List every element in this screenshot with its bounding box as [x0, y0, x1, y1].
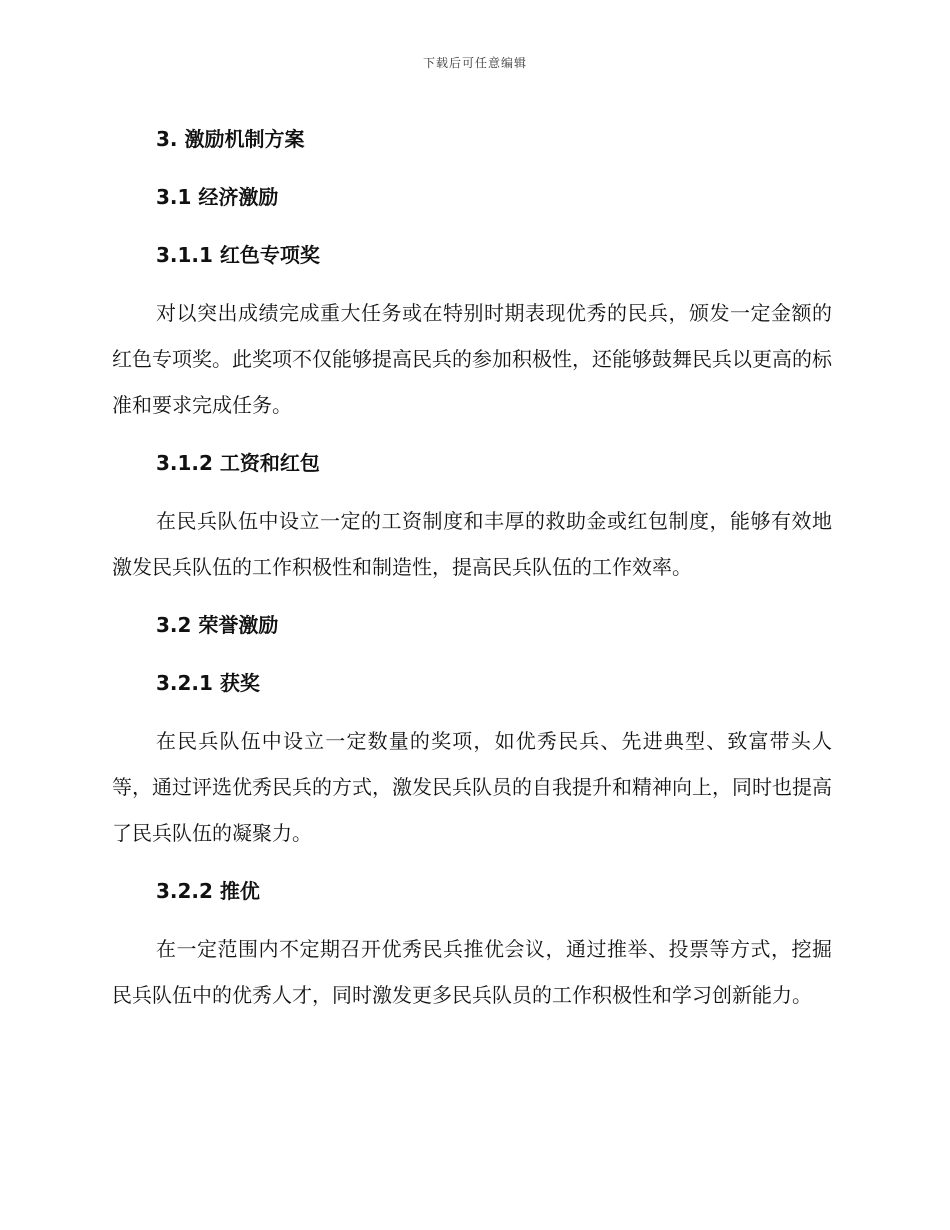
section-heading-3-2-2: 3.2.2 推优 — [156, 879, 260, 903]
paragraph-3-1-2: 在民兵队伍中设立一定的工资制度和丰厚的救助金或红包制度，能够有效地激发民兵队伍的工作积极性和制造性，提高民兵队伍的工作效率。 — [112, 509, 832, 579]
paragraph-3-1-1: 对以突出成绩完成重大任务或在特别时期表现优秀的民兵，颁发一定金额的红色专项奖。此奖项不仅能够提高民兵的参加积极性，还能够鼓舞民兵以更高的标准和要求完成任务。 — [112, 301, 832, 417]
paragraph-3-2-2: 在一定范围内不定期召开优秀民兵推优会议，通过推举、投票等方式，挖掘民兵队伍中的优秀人才，同时激发更多民兵队员的工作积极性和学习创新能力。 — [112, 937, 832, 1007]
section-heading-3: 3. 激励机制方案 — [156, 127, 305, 151]
section-heading-3-1-1: 3.1.1 红色专项奖 — [156, 243, 320, 267]
document-body — [112, 110, 832, 1024]
section-heading-3-2: 3.2 荣誉激励 — [156, 613, 279, 637]
paragraph-3-2-1: 在民兵队伍中设立一定数量的奖项，如优秀民兵、先进典型、致富带头人等，通过评选优秀民兵的方式，激发民兵队员的自我提升和精神向上，同时也提高了民兵队伍的凝聚力。 — [112, 729, 832, 845]
section-heading-3-1-2: 3.1.2 工资和红包 — [156, 451, 320, 475]
section-heading-3-2-1: 3.2.1 获奖 — [156, 671, 260, 695]
page-header-note: 下载后可任意编辑 — [422, 56, 527, 70]
section-heading-3-1: 3.1 经济激励 — [156, 185, 279, 209]
